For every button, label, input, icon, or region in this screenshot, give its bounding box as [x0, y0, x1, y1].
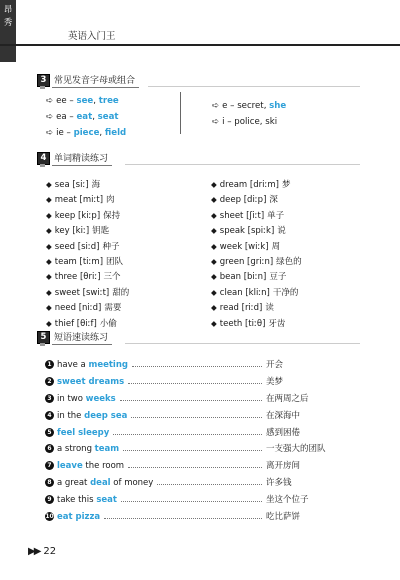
- vocab-item: [46, 223, 129, 238]
- phrase-number: 10: [45, 513, 54, 521]
- phrase-row: [45, 492, 345, 509]
- plain-text: ie –: [56, 128, 74, 138]
- vocab-item: [211, 316, 302, 331]
- plain-text: ,: [263, 101, 270, 111]
- section-rule: [148, 86, 360, 87]
- diamond-bullet-icon: ◆: [211, 318, 217, 328]
- vocab-item: [46, 285, 129, 300]
- plain-text: in two: [57, 393, 86, 404]
- phrase-row: [45, 391, 345, 408]
- section-3-heading: [37, 73, 139, 87]
- phrase-row: [45, 475, 345, 492]
- phrase-english: [57, 512, 100, 522]
- vocab-meaning: 周: [271, 241, 281, 252]
- plain-text: of money: [110, 478, 154, 489]
- vocab-item: [46, 192, 129, 207]
- vocab-word: dream [driːm]: [219, 180, 279, 190]
- phrase-english: [57, 394, 116, 404]
- section-5-heading: [37, 330, 112, 344]
- plain-text: e –: [222, 101, 238, 111]
- phrase-english: [57, 411, 127, 421]
- vocab-word: key [kiː]: [54, 226, 90, 237]
- phrase-number: 2: [45, 377, 54, 386]
- diamond-bullet-icon: ◆: [211, 303, 217, 313]
- phrase-english: [57, 444, 119, 454]
- diamond-bullet-icon: ◆: [46, 256, 52, 266]
- phrase-row: [45, 374, 345, 391]
- phrase-meaning: 坐这个位子: [266, 495, 309, 506]
- vocab-word: speak [spiːk]: [219, 226, 275, 237]
- section-rule: [125, 343, 360, 344]
- highlight-text: seat: [97, 112, 119, 122]
- dotted-leader: [131, 417, 262, 418]
- plain-text: the room: [82, 461, 125, 472]
- vocab-item: [211, 300, 302, 315]
- diamond-bullet-icon: ◆: [211, 287, 217, 297]
- vocab-meaning: 团队: [106, 256, 124, 267]
- vocab-item: [211, 208, 302, 223]
- vocab-item: [211, 239, 302, 254]
- vocab-word: clean [kliːn]: [219, 287, 270, 298]
- vocab-item: [211, 269, 302, 284]
- vocab-item: [211, 254, 302, 269]
- phrase-number: 3: [45, 394, 54, 403]
- plain-text: ,: [92, 112, 98, 122]
- phrase-meaning: 美梦: [266, 376, 284, 387]
- section-4-heading: [37, 151, 112, 165]
- highlight-text: feel sleepy: [57, 427, 110, 438]
- highlight-text: she: [269, 101, 287, 111]
- section-title: 单词精读练习: [52, 151, 112, 166]
- highlight-text: piece: [73, 128, 100, 138]
- plain-text: take this: [57, 495, 97, 506]
- hand-arrow-icon: ➪: [212, 117, 220, 127]
- plain-text: se: [237, 101, 247, 111]
- diamond-bullet-icon: ◆: [46, 241, 52, 251]
- phonics-left-column: [46, 93, 126, 141]
- diamond-bullet-icon: ◆: [46, 210, 52, 220]
- vocab-item: [46, 300, 129, 315]
- section-rule: [125, 164, 360, 165]
- dotted-leader: [121, 501, 262, 502]
- plain-text: in the: [57, 410, 85, 421]
- diamond-bullet-icon: ◆: [46, 272, 52, 282]
- diamond-bullet-icon: ◆: [211, 256, 217, 266]
- phonics-row: [212, 114, 286, 130]
- plain-text: ,: [259, 117, 266, 127]
- phrase-row: [45, 425, 345, 442]
- section-number: 4: [37, 152, 50, 165]
- phrase-number: 9: [45, 495, 54, 504]
- vocab-item: [46, 269, 129, 284]
- phrase-number: 5: [45, 428, 54, 437]
- vocab-word: green [ɡriːn]: [219, 256, 274, 267]
- vocab-word: seed [siːd]: [54, 241, 100, 252]
- phrase-row: [45, 408, 345, 425]
- diamond-bullet-icon: ◆: [46, 303, 52, 313]
- vocab-meaning: 种子: [102, 241, 120, 252]
- dotted-leader: [132, 366, 262, 367]
- phrase-english: [57, 478, 153, 488]
- diamond-bullet-icon: ◆: [211, 180, 217, 189]
- page-number: 22: [43, 546, 57, 557]
- dotted-leader: [128, 383, 262, 384]
- vocab-right-column: [211, 177, 302, 331]
- phrase-row: [45, 357, 345, 374]
- phrase-number: 6: [45, 444, 54, 453]
- vocab-meaning: 小偷: [99, 318, 117, 329]
- highlight-text: see: [76, 96, 94, 106]
- vocab-word: three [θriː]: [54, 272, 101, 283]
- phonics-row: [212, 98, 286, 114]
- vocab-item: [211, 285, 302, 300]
- vocab-meaning: 单子: [267, 210, 285, 221]
- vocab-word: thief [θiːf]: [54, 318, 97, 329]
- phonics-row: [46, 109, 126, 125]
- dotted-leader: [120, 400, 262, 401]
- diamond-bullet-icon: ◆: [211, 195, 217, 205]
- highlight-text: field: [104, 128, 127, 138]
- plain-text: have a: [57, 360, 89, 370]
- vocab-meaning: 肉: [106, 195, 115, 206]
- footer: [28, 546, 56, 557]
- dotted-leader: [123, 450, 262, 451]
- phrase-english: [57, 495, 117, 505]
- diamond-bullet-icon: ◆: [211, 241, 217, 251]
- dotted-leader: [104, 518, 262, 519]
- plain-text: i –: [222, 117, 235, 127]
- phrase-row: [45, 458, 345, 475]
- vocab-item: [46, 177, 129, 192]
- diamond-bullet-icon: ◆: [211, 210, 217, 220]
- vocab-word: week [wiːk]: [219, 241, 269, 252]
- vocab-meaning: 海: [91, 180, 101, 190]
- vocab-word: sheet [ʃiːt]: [219, 210, 265, 221]
- section-number: 3: [37, 74, 50, 87]
- highlight-text: sweet dreams: [57, 376, 125, 387]
- plain-text: ,: [99, 128, 105, 138]
- phrase-number: 8: [45, 478, 54, 487]
- header-rule: [0, 44, 400, 46]
- highlight-text: deep sea: [84, 410, 128, 421]
- vocab-item: [46, 254, 129, 269]
- phrase-meaning: 一支强大的团队: [266, 444, 326, 455]
- dotted-leader: [113, 434, 262, 435]
- vocab-word: team [tiːm]: [54, 256, 104, 267]
- phrase-number: 7: [45, 461, 54, 470]
- vocab-word: bean [biːn]: [219, 272, 267, 283]
- phrase-english: [57, 360, 128, 370]
- diamond-bullet-icon: ◆: [46, 287, 52, 297]
- side-tab: [0, 0, 16, 62]
- phrase-meaning: 在两周之后: [266, 393, 309, 404]
- hand-arrow-icon: ➪: [46, 112, 54, 122]
- vocab-meaning: 三个: [103, 272, 121, 283]
- side-tab-char: 昂: [3, 5, 13, 15]
- section-title: 短语速读练习: [52, 330, 112, 345]
- highlight-text: tree: [98, 96, 119, 106]
- phrase-meaning: 在深海中: [266, 410, 301, 421]
- highlight-text: meeting: [88, 360, 128, 370]
- vocab-item: [211, 177, 302, 192]
- plain-text: ea –: [56, 112, 77, 122]
- plain-text: ,: [93, 96, 99, 106]
- diamond-bullet-icon: ◆: [46, 195, 52, 205]
- vocab-word: sea [siː]: [54, 180, 89, 190]
- dotted-leader: [157, 484, 262, 485]
- vocab-meaning: 豆子: [269, 272, 287, 283]
- hand-arrow-icon: ➪: [46, 128, 54, 138]
- phrase-row: [45, 509, 345, 526]
- book-title: 英语入门王: [68, 31, 116, 42]
- vocab-meaning: 牙齿: [268, 318, 286, 329]
- highlight-text: deal: [90, 478, 111, 489]
- phrase-english: [57, 461, 124, 471]
- highlight-text: leave: [57, 461, 83, 472]
- plain-text: ee –: [56, 96, 77, 106]
- hand-arrow-icon: ➪: [46, 96, 54, 106]
- highlight-text: weeks: [85, 393, 116, 404]
- vocab-left-column: [46, 177, 129, 331]
- highlight-text: eat: [76, 112, 93, 122]
- vocab-meaning: 甜的: [112, 287, 130, 298]
- vocab-meaning: 绿色的: [276, 256, 302, 267]
- vocab-word: sweet [swiːt]: [54, 287, 110, 298]
- diamond-bullet-icon: ◆: [211, 226, 217, 236]
- phrase-number: 1: [45, 360, 54, 369]
- vocab-meaning: 钥匙: [92, 226, 110, 237]
- vocab-meaning: 需要: [104, 303, 122, 314]
- phrase-row: [45, 441, 345, 458]
- column-divider: [180, 92, 181, 134]
- diamond-bullet-icon: ◆: [46, 318, 52, 328]
- vocab-word: teeth [tiːθ]: [219, 318, 266, 329]
- double-arrow-icon: ▶▶: [28, 546, 40, 557]
- plain-text: ski: [265, 117, 278, 127]
- dotted-leader: [128, 467, 262, 468]
- vocab-item: [211, 192, 302, 207]
- vocab-meaning: 说: [277, 226, 286, 237]
- phrase-meaning: 许多钱: [266, 478, 292, 489]
- phonics-row: [46, 125, 126, 141]
- plain-text: cret: [246, 101, 264, 111]
- phrase-meaning: 吃比萨饼: [266, 512, 301, 523]
- phrase-english: [57, 377, 124, 387]
- phrase-number: 4: [45, 411, 54, 420]
- vocab-word: meat [miːt]: [54, 195, 104, 206]
- vocab-meaning: 干净的: [272, 287, 299, 298]
- plain-text: a strong: [57, 444, 95, 455]
- vocab-word: deep [diːp]: [219, 195, 267, 206]
- phrase-english: [57, 428, 109, 438]
- highlight-text: eat pizza: [57, 512, 101, 523]
- diamond-bullet-icon: ◆: [46, 226, 52, 236]
- phonics-row: [46, 93, 126, 109]
- vocab-word: need [niːd]: [54, 303, 102, 314]
- vocab-item: [46, 208, 129, 223]
- phrase-meaning: 感到困倦: [266, 427, 301, 438]
- phrase-meaning: 离开房间: [266, 461, 301, 472]
- phonics-right-column: [212, 98, 286, 130]
- vocab-item: [46, 239, 129, 254]
- diamond-bullet-icon: ◆: [46, 180, 52, 189]
- section-number: 5: [37, 331, 50, 344]
- vocab-meaning: 梦: [281, 180, 291, 190]
- plain-text: police: [234, 117, 260, 127]
- section-title: 常见发音字母或组合: [52, 73, 139, 88]
- highlight-text: team: [94, 444, 120, 455]
- vocab-meaning: 读: [265, 303, 274, 314]
- phrase-list: [45, 357, 345, 526]
- vocab-meaning: 保持: [103, 210, 121, 221]
- plain-text: a great: [57, 478, 91, 489]
- vocab-item: [211, 223, 302, 238]
- phrase-meaning: 开会: [266, 360, 284, 370]
- diamond-bullet-icon: ◆: [211, 272, 217, 282]
- side-tab-char: 秀: [3, 18, 13, 28]
- hand-arrow-icon: ➪: [212, 101, 220, 111]
- vocab-meaning: 深: [269, 195, 278, 206]
- vocab-word: keep [kiːp]: [54, 210, 101, 221]
- vocab-word: read [riːd]: [219, 303, 263, 314]
- highlight-text: seat: [96, 495, 117, 506]
